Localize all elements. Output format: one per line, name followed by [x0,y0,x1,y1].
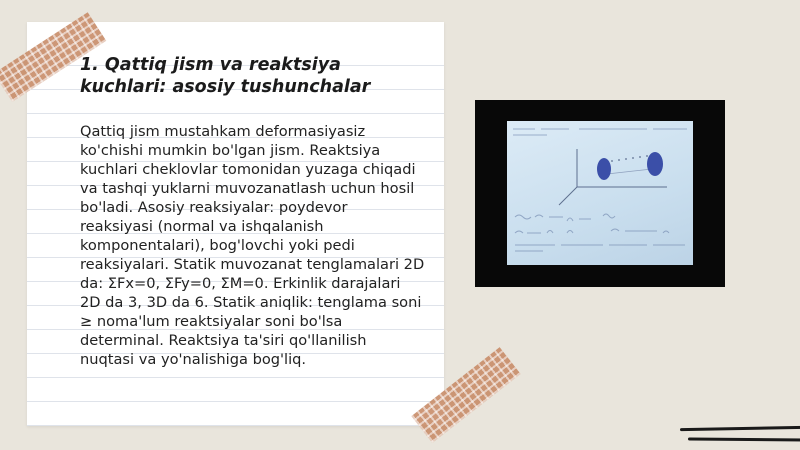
decorative-stroke-1 [680,426,800,431]
slide-body-text: Qattiq jism mustahkam deformasiyasiz ko'chishi mumkin bo'lgan jism. Reaktsiya kuchlari cheklovlar tomonidan yuzaga chiqadi va tashqi yuklarni muvozanatlash uchun hosil bo'ladi. Asosiy reaksiyalar: poydevor reaksiyasi (normal va ishqalanish komponentalari), bog'lovchi yoki pedi reaksiyalari. Statik muvozanat tenglamalari 2D da: ΣFx=0, ΣFy=0, ΣM=0. Erkinlik darajalari 2D da 3, 3D da 6. Statik aniqlik: tenglama soni ≥ noma'lum reaktsiyalar soni bo'lsa determinal. Reaktsiya ta'siri qo'llanilish nuqtasi va yo'nalishiga bog'liq. [80,123,425,368]
rigid-body-blob-right [647,152,663,176]
decorative-stroke-2 [688,437,800,441]
rigid-body-blob-left [597,158,611,180]
slide-title: 1. Qattiq jism va reaktsiya kuchlari: asosiy tushunchalar [80,55,371,97]
diagram-photo [507,121,693,265]
dotted-arrow [611,155,648,162]
diagram-photo-frame [475,100,725,287]
formula-scribbles [515,214,685,251]
connector-line [607,169,652,174]
diagram-illustration [507,121,693,265]
header-scribble [513,129,687,135]
